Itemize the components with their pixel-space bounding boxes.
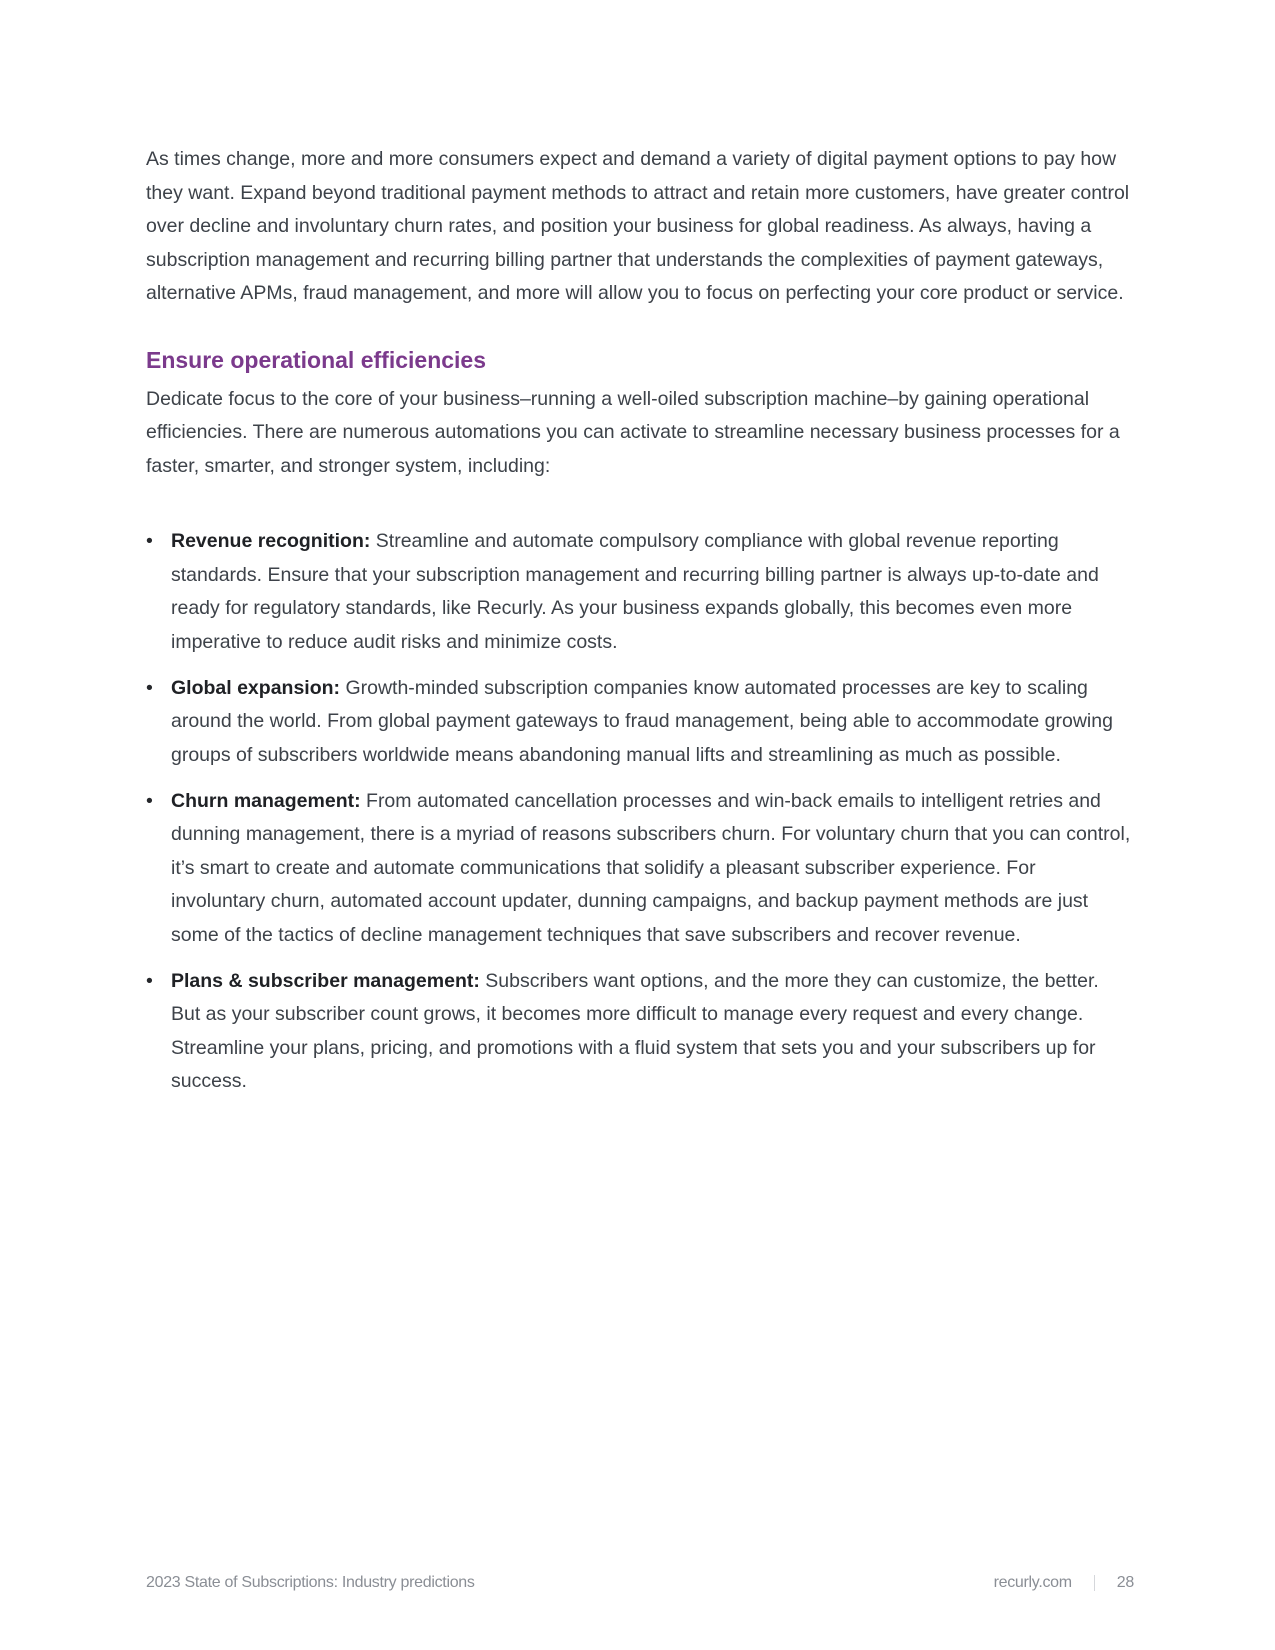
footer-site-link[interactable]: recurly.com (993, 1574, 1072, 1591)
list-item (146, 672, 1131, 773)
section-paragraph: Dedicate focus to the core of your business–running a well-oiled subscription machine–by gaining operational efficiencies. There are numerous automations you can activate to streamline necessary business processes for a faster, smarter, and stronger system, including: (146, 387, 1120, 477)
section-heading: Ensure operational efficiencies (146, 346, 487, 373)
bullet-text: Subscribers want options, and the more they can customize, the better. But as your subscriber count grows, it becomes more difficult to manage every request and every change. Streamline your plans, pricing, and promotions with a fluid system that sets you and your subscribers up for success. (171, 969, 1099, 1092)
list-item (146, 965, 1131, 1099)
bullet-term: Plans & subscriber management: (171, 969, 480, 992)
bullet-marker: • (146, 676, 153, 699)
bullet-term: Revenue recognition: (171, 530, 371, 552)
footer-document-title: 2023 State of Subscriptions: Industry predictions (146, 1574, 475, 1591)
page-footer (146, 1574, 1134, 1596)
bullet-marker: • (146, 530, 153, 552)
intro-paragraph: As times change, more and more consumers expect and demand a variety of digital payment options to pay how they want. Expand beyond traditional payment methods to attract and retain more customers, have greater control over decline and involuntary churn rates, and position your business for global readiness. As always, having a subscription management and recurring billing partner that understands the complexities of payment gateways, alternative APMs, fraud management, and more will allow you to focus on perfecting your core product or service. (146, 148, 1130, 304)
bullet-marker: • (146, 789, 153, 812)
bullet-text: Growth-minded subscription companies know automated processes are key to scaling around the world. From global payment gateways to fraud management, being able to accommodate growing groups of subscribers worldwide means abandoning manual lifts and streamlining as much as possible. (171, 676, 1113, 766)
bullet-list (146, 525, 1131, 1099)
footer-right (994, 1574, 1134, 1592)
bullet-text: Streamline and automate compulsory compliance with global revenue reporting standards. Ensure that your subscription management and recurring billing partner is always up-to-date and ready for regulatory standards, like Recurly. As your business expands globally, this becomes even more imperative to reduce audit risks and minimize costs. (171, 530, 1099, 653)
page-content (146, 143, 1131, 1111)
footer-divider (1094, 1575, 1095, 1591)
page-number: 28 (1116, 1574, 1134, 1591)
bullet-term: Global expansion: (171, 676, 341, 699)
bullet-term: Churn management: (171, 789, 361, 812)
bullet-text: From automated cancellation processes and win-back emails to intelligent retries and dunning management, there is a myriad of reasons subscribers churn. For voluntary churn that you can control, it’s smart to create and automate communications that solidify a pleasant subscriber experience. For involuntary churn, automated account updater, dunning campaigns, and backup payment methods are just some of the tactics of decline management techniques that save subscribers and recover revenue. (171, 789, 1131, 946)
list-item (146, 785, 1131, 953)
list-item (146, 525, 1131, 659)
bullet-marker: • (146, 969, 153, 992)
